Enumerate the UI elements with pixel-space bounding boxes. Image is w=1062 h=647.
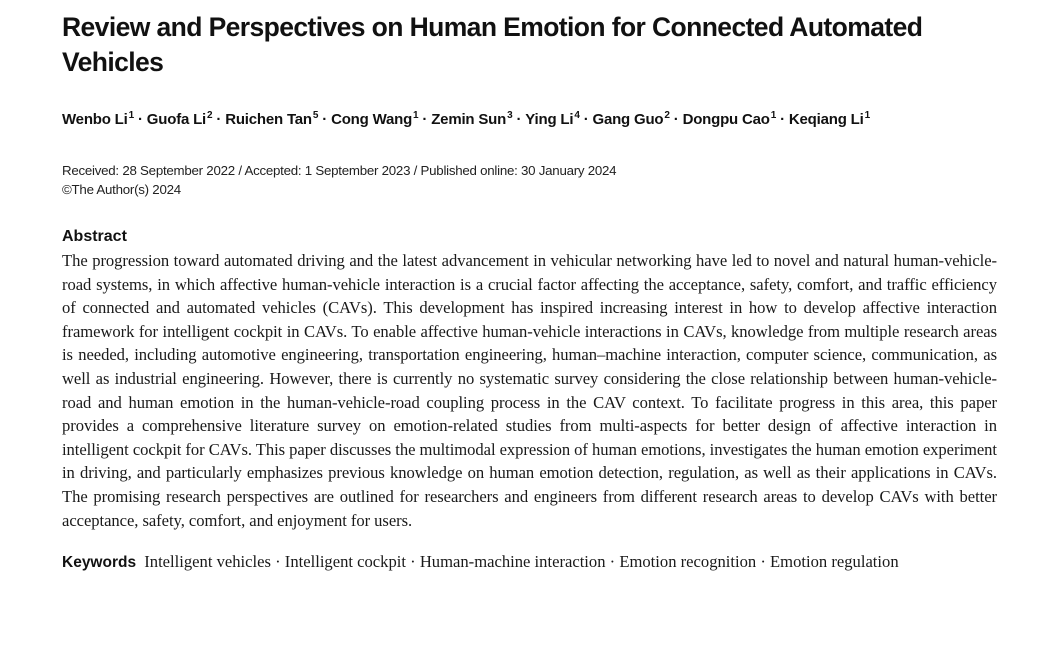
author-separator: · [216, 111, 222, 128]
publication-info [62, 161, 997, 199]
keyword-separator: · [756, 552, 771, 572]
author-list [62, 109, 997, 131]
keyword: Human-machine interaction [419, 552, 606, 572]
author-separator: · [516, 111, 522, 128]
author [525, 111, 579, 128]
keyword: Emotion recognition [619, 552, 757, 572]
keywords-label: Keywords [62, 554, 137, 572]
author-name: Ruichen Tan [225, 111, 312, 128]
author-name: Guofa Li [146, 111, 207, 128]
author-name: Dongpu Cao [682, 111, 770, 128]
affiliation-marker: 1 [770, 110, 777, 121]
author-separator: · [780, 111, 785, 128]
affiliation-marker: 2 [207, 110, 213, 121]
author [225, 111, 318, 128]
author-separator: · [138, 111, 143, 128]
affiliation-marker: 4 [574, 110, 580, 121]
keyword: Emotion regulation [770, 552, 899, 572]
author [789, 111, 870, 128]
keyword-separator: · [605, 552, 620, 572]
author-name: Wenbo Li [62, 111, 128, 128]
copyright-notice: ©The Author(s) 2024 [62, 182, 181, 197]
author [431, 111, 512, 128]
keywords-section [62, 550, 997, 575]
keyword-separator: · [270, 552, 285, 572]
author-separator: · [322, 111, 328, 128]
author [683, 111, 777, 128]
affiliation-marker: 3 [507, 110, 513, 121]
affiliation-marker: 5 [312, 110, 319, 121]
affiliation-marker: 1 [413, 110, 419, 121]
author [331, 111, 418, 128]
affiliation-marker: 2 [664, 110, 670, 121]
author-name: Ying Li [525, 111, 574, 128]
author-name: Zemin Sun [431, 111, 507, 128]
author-name: Cong Wang [331, 111, 413, 128]
abstract-text: The progression toward automated driving and the latest advancement in vehicular networking have led to novel and natural human-vehicle-road systems, in which affective human-vehicle interaction is a crucial factor affecting the acceptance, safety, comfort, and traffic efficiency of connected and automated vehicles (CAVs). This development has inspired increasing interest in how to develop affective interaction framework for intelligent cockpit in CAVs. To enable affective human-vehicle interactions in CAVs, knowledge from multiple research areas is needed, including automotive engineering, transportation engineering, human–machine interaction, computer science, communication, as well as industrial engineering. However, there is currently no systematic survey considering the close relationship between human-vehicle-road and human emotion in the human-vehicle-road coupling process in the CAV context. To facilitate progress in this area, this paper provides a comprehensive literature survey on emotion-related studies from multi-aspects for better design of affective interaction in intelligent cockpit for CAVs. This paper discusses the multimodal expression of human emotions, investigates the human emotion experiment in driving, and particularly emphasizes previous knowledge on human emotion detection, regulation, as well as their applications in CAVs. The promising research perspectives are outlined for researchers and engineers from different research areas to develop CAVs with better acceptance, safety, comfort, and enjoyment for users. [62, 251, 997, 530]
author [62, 111, 134, 128]
affiliation-marker: 1 [864, 110, 870, 121]
affiliation-marker: 1 [128, 110, 134, 121]
publication-dates: Received: 28 September 2022 / Accepted: 1 September 2023 / Published online: 30 January 2024 [62, 163, 617, 178]
article-front-matter [62, 10, 997, 575]
keyword-separator: · [406, 552, 420, 572]
author [592, 111, 669, 128]
author-separator: · [422, 111, 428, 128]
keyword: Intelligent vehicles [144, 552, 271, 572]
keyword: Intelligent cockpit [284, 552, 406, 572]
abstract-heading: Abstract [62, 228, 127, 245]
author-name: Gang Guo [592, 111, 664, 128]
author-separator: · [583, 111, 589, 128]
author-separator: · [673, 111, 679, 128]
paper-title: Review and Perspectives on Human Emotion for Connected Automated Vehicles [62, 12, 923, 77]
keywords-list [144, 552, 898, 571]
author-name: Keqiang Li [788, 111, 864, 128]
author [147, 111, 213, 128]
